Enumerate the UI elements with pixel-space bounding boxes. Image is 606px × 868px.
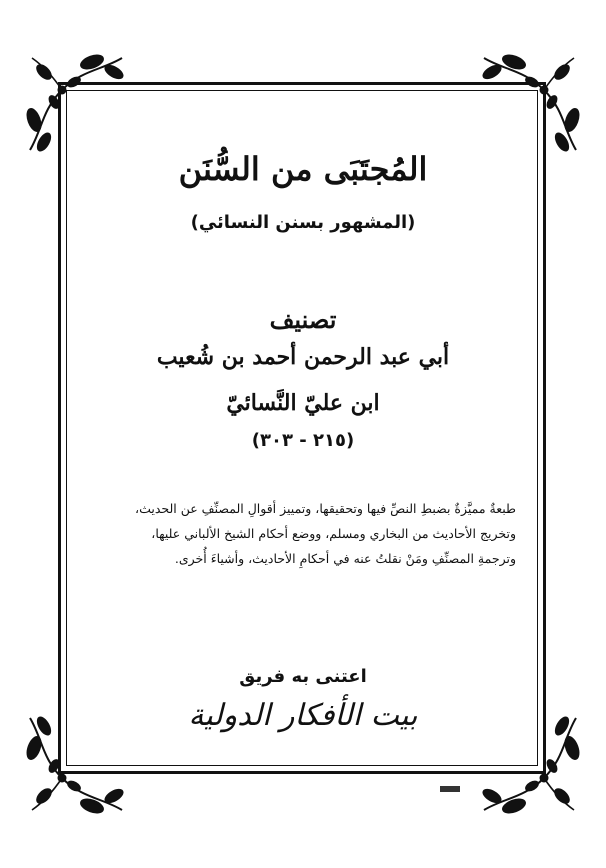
author-dates: (٢١٥ - ٣٠٣) [251, 430, 355, 451]
publisher-name: بيت الأفكار الدولية [188, 698, 418, 733]
author-name-line1: أبي عبد الرحمن أحمد بن شُعيب [156, 344, 450, 370]
corner-flourish-top-left-icon [22, 50, 132, 160]
description-line: طبعةٌ مميَّزةٌ بضبطِ النصِّ فيها وتحقيقها، وتمييز أقوالِ المصنِّفِ عن الحديث، [135, 501, 516, 516]
book-title: المُجتَبَى من السُّنَن [178, 150, 428, 188]
description-line: وترجمةِ المصنِّفِ ومَنْ نقلتُ عنه في أحكامِ الأحاديث، وأشياءَ أُخرى. [174, 551, 516, 566]
care-label: اعتنى به فريق [239, 666, 367, 687]
author-name-line2: ابن عليّ النَّسائيّ [226, 390, 380, 416]
author-label: تصنيف [269, 305, 337, 334]
inner-frame [66, 90, 538, 766]
description-line: وتخريج الأحاديث من البخاري ومسلم، ووضع أحكام الشيخ الألباني عليها، [151, 526, 516, 541]
corner-flourish-top-right-icon [474, 50, 584, 160]
book-subtitle: (المشهور بسنن النسائي) [190, 212, 416, 233]
scan-mark [440, 786, 460, 792]
